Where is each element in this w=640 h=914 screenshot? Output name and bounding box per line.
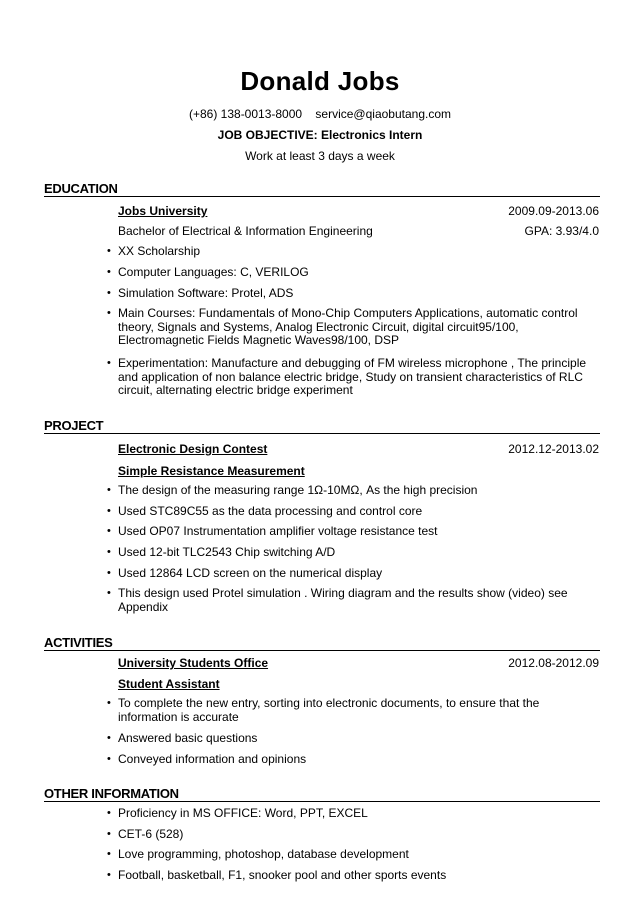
gpa: GPA: 3.93/4.0 (524, 224, 599, 238)
list-item: • XX Scholarship (118, 245, 588, 259)
list-item: • Love programming, photoshop, database development (118, 848, 588, 862)
list-item: • Used OP07 Instrumentation amplifier voltage resistance test (118, 525, 588, 539)
list-item: • Computer Languages: C, VERILOG (118, 266, 588, 280)
job-objective: JOB OBJECTIVE: Electronics Intern (217, 128, 423, 142)
contact-line (0, 107, 640, 121)
degree: Bachelor of Electrical & Information Engineering (118, 224, 373, 238)
section-title-education: EDUCATION (44, 181, 118, 196)
school-name: Jobs University (118, 204, 208, 218)
list-item: • The design of the measuring range 1Ω-10MΩ, As the high precision (118, 484, 588, 498)
role-title: Student Assistant (118, 677, 220, 691)
candidate-name: Donald Jobs (240, 66, 400, 96)
section-title-activities: ACTIVITIES (44, 635, 113, 650)
section-title-other: OTHER INFORMATION (44, 786, 179, 801)
project-subtitle: Simple Resistance Measurement (118, 464, 305, 478)
project-name: Electronic Design Contest (118, 442, 268, 456)
list-item: • Conveyed information and opinions (118, 753, 588, 767)
email-address: service@qiaobutang.com (315, 107, 452, 121)
list-item: • Main Courses: Fundamentals of Mono-Chip Computers Applications, automatic control theory, Signals and Systems, Analog Electronic Circuit, digital circuit95/100, Electromagnetic Fields Magnetic Waves98/100, DSP (118, 307, 588, 348)
section-divider (44, 801, 600, 802)
list-item: • Experimentation: Manufacture and debugging of FM wireless microphone , The principle and application of non balance electric bridge, Study on transient characteristics of RLC circuit, alternating electric bridge experiment (118, 357, 588, 398)
section-divider (44, 196, 600, 197)
education-dates: 2009.09-2013.06 (508, 204, 599, 218)
list-item: • Used STC89C55 as the data processing and control core (118, 505, 588, 519)
activities-dates: 2012.08-2012.09 (508, 656, 599, 670)
list-item: • Simulation Software: Protel, ADS (118, 287, 588, 301)
list-item: • Football, basketball, F1, snooker pool and other sports events (118, 869, 588, 883)
section-divider (44, 650, 600, 651)
availability: Work at least 3 days a week (245, 149, 395, 163)
list-item: • Proficiency in MS OFFICE: Word, PPT, EXCEL (118, 807, 588, 821)
list-item: • To complete the new entry, sorting into electronic documents, to ensure that the information is accurate (118, 697, 588, 724)
list-item: • This design used Protel simulation . Wiring diagram and the results show (video) see Appendix (118, 587, 588, 614)
list-item: • Answered basic questions (118, 732, 588, 746)
project-dates: 2012.12-2013.02 (508, 442, 599, 456)
section-divider (44, 433, 600, 434)
section-title-project: PROJECT (44, 418, 104, 433)
list-item: • CET-6 (528) (118, 828, 588, 842)
organization-name: University Students Office (118, 656, 269, 670)
phone-number: (+86) 138-0013-8000 (188, 107, 303, 121)
list-item: • Used 12864 LCD screen on the numerical display (118, 567, 588, 581)
list-item: • Used 12-bit TLC2543 Chip switching A/D (118, 546, 588, 560)
